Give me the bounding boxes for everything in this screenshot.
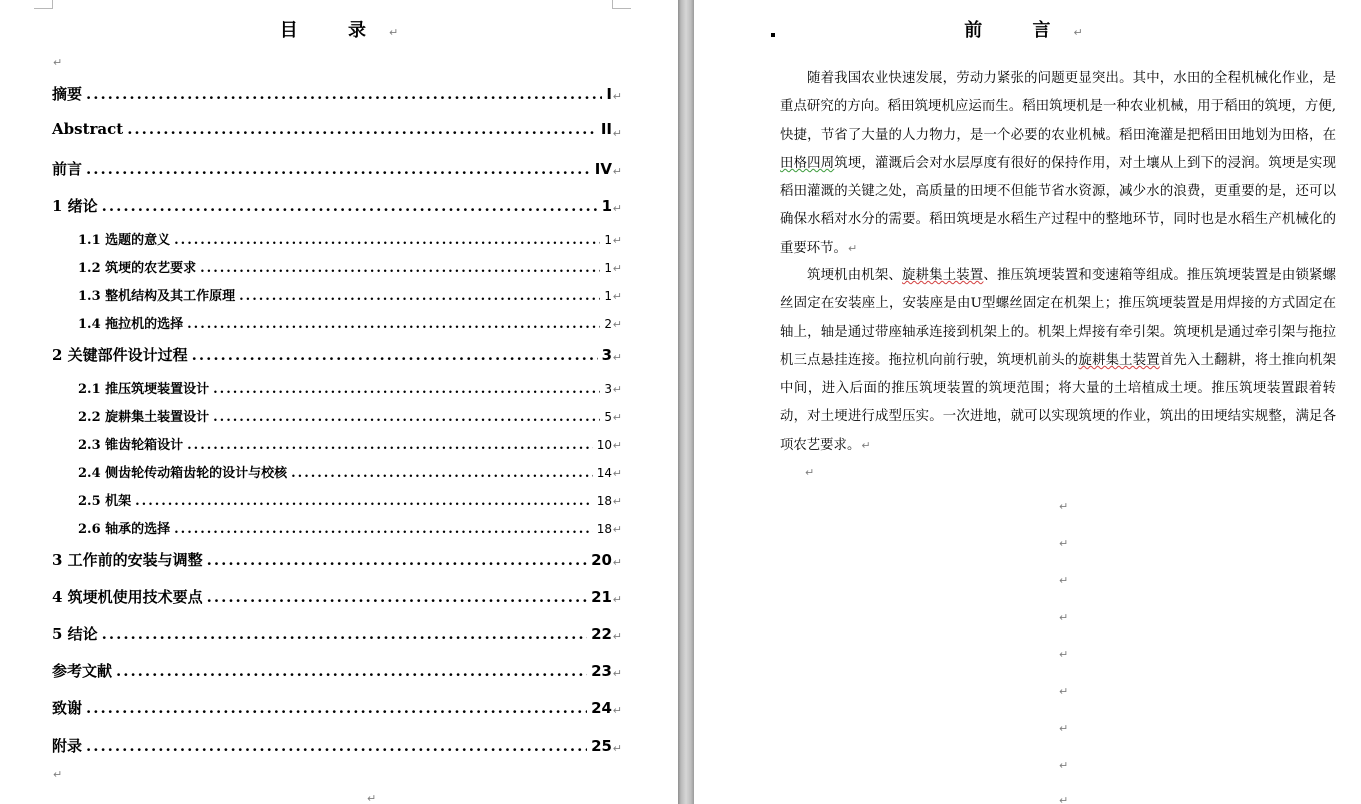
toc-page-number: 22 [591,625,612,643]
toc-page-number: 21 [591,588,612,606]
paragraph-mark: ↵ [367,792,377,804]
paragraph-mark: ↵ [53,768,63,781]
left-page [0,0,678,804]
toc-leader-dots [239,289,600,304]
toc-entry[interactable] [52,660,622,682]
toc-entry-label: 2.5 机架 [78,494,132,509]
toc-page-number: 5 [604,410,612,424]
paragraph-mark: ↵ [1059,500,1069,513]
toc-entry[interactable] [78,313,622,333]
toc-leader-dots [174,233,600,248]
toc-entry-label: 1.2 筑埂的农艺要求 [78,261,197,276]
toc-leader-dots [86,737,587,755]
preface-paragraph-1: 随着我国农业快速发展，劳动力紧张的问题更显突出。其中，水田的全程机械化作业，是重点研究的方向。稻田筑埂机应运而生。稻田筑埂机是一种农业机械，用于稻田的筑埂，方便,快捷，节省了大量的人力物力，是一个必要的农业机械。稻田淹灌是把稻田田地划为田格，在田格四周筑埂，灌溉后会对水层厚度有很好的保持作用，对土壤从上到下的浸润。筑埂是实现稻田灌溉的关键之处，高质量的田埂不但能节省水资源，减少水的浪费，更重要的是，还可以确保水稻对水分的需要。稻田筑埂是水稻生产过程中的整地环节，同时也是水稻生产机械化的重要环节。↵ [780,71,1337,256]
margin-corner-mark [34,0,53,9]
paragraph-mark: ↵ [805,466,815,479]
toc-page-number: 18 [596,494,612,508]
paragraph-mark: ↵ [612,383,622,396]
toc-entry[interactable] [78,285,622,305]
toc-leader-dots [207,551,587,569]
toc-entry[interactable] [78,462,622,482]
toc-leader-dots [291,466,593,481]
paragraph-mark: ↵ [612,411,622,424]
toc-entry[interactable] [78,229,622,249]
toc-entry-label: 2.2 旋耕集土装置设计 [78,410,210,425]
paragraph-mark: ↵ [612,556,622,569]
toc-page-number: IV [594,160,612,178]
toc-entry-label: 5 结论 [52,625,98,643]
margin-corner-mark [612,0,631,9]
paragraph-mark: ↵ [612,742,622,755]
toc-leader-dots [174,522,593,537]
paragraph-mark: ↵ [612,351,622,364]
toc-entry-label: 3 工作前的安装与调整 [52,551,203,569]
toc-leader-dots [187,317,600,332]
toc-page-number: 3 [604,382,612,396]
toc-page-number: 20 [591,551,612,569]
paragraph-mark: ↵ [53,56,63,69]
toc-leader-dots [200,261,600,276]
toc-entry[interactable] [52,549,622,571]
paragraph-mark: ↵ [612,290,622,303]
toc-entry-label: 2.1 推压筑埂装置设计 [78,382,210,397]
toc-page-number: 1 [604,261,612,275]
paragraph-mark: ↵ [612,234,622,247]
toc-page-number: 14 [596,466,612,480]
paragraph-mark: ↵ [1059,722,1069,735]
paragraph-mark: ↵ [612,667,622,680]
toc-entry[interactable] [52,697,622,719]
toc-entry-label: 2.3 锥齿轮箱设计 [78,438,184,453]
toc-entry-label: 2 关键部件设计过程 [52,346,188,364]
toc-entry-label: 1.3 整机结构及其工作原理 [78,289,236,304]
toc-leader-dots [207,588,587,606]
toc-title: 目 录↵ [279,20,421,41]
toc-page-number: 1 [604,233,612,247]
toc-page-number: 25 [591,737,612,755]
paragraph-mark: ↵ [1059,759,1069,772]
toc-entry-label: 参考文献 [52,662,113,680]
preface-title: 前 言↵ [964,20,1105,41]
toc-entry-label: 2.4 侧齿轮传动箱齿轮的设计与校核 [78,466,288,481]
toc-page-number: 1 [604,289,612,303]
page-gutter [678,0,694,804]
toc-entry[interactable] [52,195,622,217]
toc-page-number: 23 [591,662,612,680]
paragraph-mark: ↵ [612,630,622,643]
toc-page-number: 3 [601,346,612,364]
toc-page-number: II [600,120,612,138]
toc-leader-dots [86,160,591,178]
paragraph-mark: ↵ [612,262,622,275]
paragraph-mark: ↵ [1059,794,1069,804]
toc-leader-dots [86,699,587,717]
paragraph-mark: ↵ [612,704,622,717]
paragraph-mark: ↵ [1059,537,1069,550]
toc-leader-dots [102,625,587,643]
toc-leader-dots [135,494,593,509]
preface-paragraph-2: 筑埂机由机架、旋耕集土装置、推压筑埂装置和变速箱等组成。推压筑埂装置是由锁紧螺丝固定在安装座上，安装座是由U型螺丝固定在机架上；推压筑埂装置是用焊接的方式固定在轴上，轴是通过带座轴承连接到机架上的。机架上焊接有牵引架。筑埂机是通过牵引架与拖拉机三点悬挂连接。拖拉机向前行驶，筑埂机前头的旋耕集土装置首先入土翻耕，将土推向机架中间，进入后面的推压筑埂装置的筑埂范围；将大量的土培植成土埂。推压筑埂装置跟着转动，对土埂进行成型压实。一次进地，就可以实现筑埂的作业，筑出的田埂结实规整，满足各项农艺要求。↵ [780,268,1337,453]
paragraph-mark: ↵ [1059,611,1069,624]
toc-entry-label: 1.1 选题的意义 [78,233,171,248]
toc-leader-dots [116,662,587,680]
toc-page-number: 18 [596,522,612,536]
toc-page-number: 1 [601,197,612,215]
toc-page-number: 24 [591,699,612,717]
paragraph-mark: ↵ [1059,685,1069,698]
toc-leader-dots [86,85,602,103]
toc-page-number: I [606,85,612,103]
toc-entry[interactable] [78,378,622,398]
toc-entry-label: 摘要 [52,85,83,103]
toc-leader-dots [102,197,598,215]
toc-leader-dots [127,120,597,138]
paragraph-mark: ↵ [1059,574,1069,587]
toc-entry-label: 致谢 [52,699,83,717]
paragraph-mark: ↵ [612,439,622,452]
paragraph-mark: ↵ [612,467,622,480]
toc-leader-dots [213,410,600,425]
right-page [694,0,1361,804]
paragraph-mark: ↵ [612,127,622,140]
toc-entry[interactable] [78,490,622,510]
paragraph-mark: ↵ [612,90,622,103]
toc-leader-dots [213,382,600,397]
toc-page-number: 10 [596,438,612,452]
toc-entry-label: 2.6 轴承的选择 [78,522,171,537]
toc-entry-label: Abstract [52,120,124,138]
paragraph-mark: ↵ [612,165,622,178]
toc-leader-dots [192,346,598,364]
toc-entry[interactable] [78,434,622,454]
paragraph-mark: ↵ [612,523,622,536]
toc-entry[interactable] [52,586,622,608]
toc-entry[interactable] [52,735,622,757]
toc-entry-label: 前言 [52,160,83,178]
paragraph-mark: ↵ [612,202,622,215]
toc-entry[interactable] [52,120,622,142]
toc-entry[interactable] [52,344,622,366]
paragraph-mark: ↵ [612,318,622,331]
toc-entry[interactable] [52,83,622,105]
toc-entry[interactable] [52,158,622,180]
toc-entry[interactable] [78,257,622,277]
toc-page-number: 2 [604,317,612,331]
paragraph-mark: ↵ [612,593,622,606]
toc-entry-label: 1 绪论 [52,197,98,215]
toc-entry-label: 1.4 拖拉机的选择 [78,317,184,332]
paragraph-mark: ↵ [612,495,622,508]
toc-entry[interactable] [78,406,622,426]
toc-entry-label: 4 筑埂机使用技术要点 [52,588,203,606]
toc-entry[interactable] [52,623,622,645]
paragraph-mark: ↵ [1059,648,1069,661]
toc-entry-label: 附录 [52,737,83,755]
toc-leader-dots [187,438,593,453]
toc-entry[interactable] [78,518,622,538]
